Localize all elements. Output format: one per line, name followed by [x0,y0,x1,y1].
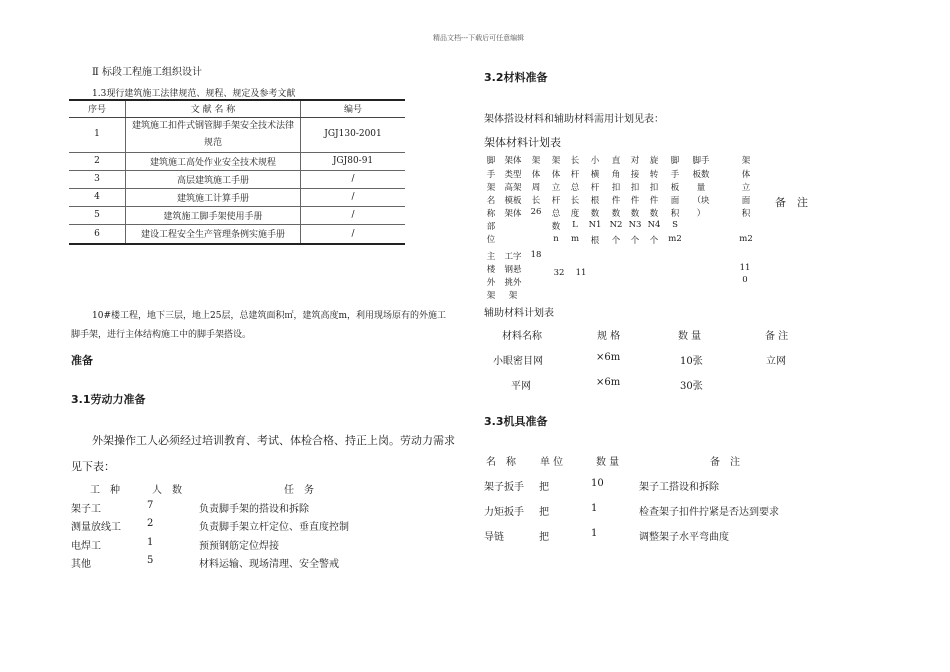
tools-header-qty: 数 量 [596,457,620,468]
grid-data-cell: 0 [742,275,748,285]
grid-data-cell: 挑外 [504,278,522,288]
grid-header-cell: 数 [649,209,659,219]
grid-header-cell: 模板 [504,196,522,206]
grid-header-cell: 体 [531,170,541,180]
grid-header-cell: 架体 [504,209,522,219]
grid-header-cell: 扣 [630,183,640,193]
grid-header-cell: 脚 [670,156,680,166]
labor-header-count: 人 数 [152,485,182,496]
tool-unit: 把 [539,482,549,493]
labor-task: 预预钢筋定位焊接 [199,541,279,552]
tool-note: 调整架子水平弯曲度 [639,532,729,543]
grid-header-cell: 面 [670,196,680,206]
aux-name: 平网 [511,381,531,392]
project-description-line1: 10#楼工程，地下三层，地上25层，总建筑面积㎡，建筑高度m，利用现场原有的外施工 [92,311,446,321]
cell-no: 3 [69,170,126,188]
grid-header-cell: N2 [609,220,623,230]
grid-header-cell: 称 [486,209,496,219]
grid-header-cell: 直 [611,156,621,166]
tool-name: 架子扳手 [484,482,524,493]
tool-note: 架子工搭设和拆除 [639,482,719,493]
section-title: Ⅱ 标段工程施工组织设计 [92,67,202,78]
grid-header-cell: 对 [630,156,640,166]
aux-qty: 10张 [680,356,703,367]
materials-intro: 架体搭设材料和辅助材料需用计划见表： [484,114,664,125]
frame-remark-label: 备 注 [775,196,808,209]
grid-unit-cell: n [553,234,559,244]
cell-no: 6 [69,224,126,244]
grid-header-cell: 架体 [504,156,522,166]
labor-heading: 3.1劳动力准备 [71,393,146,406]
labor-type: 其他 [71,559,91,570]
grid-header-cell: 积 [670,209,680,219]
references-subtitle: 1.3现行建筑施工法律规范、规程、规定及参考文献 [92,89,296,99]
labor-count: 5 [147,555,154,566]
grid-header-cell: 脚 [486,156,496,166]
grid-header-cell: 杆 [551,196,561,206]
cell-name: 建筑施工脚手架使用手册 [126,206,301,224]
grid-header-cell: 度 [570,209,580,219]
col-header-code: 编号 [301,100,406,117]
grid-header-cell: 件 [630,196,640,206]
grid-header-cell: 量 [696,183,706,193]
grid-data-cell: 工字 [504,252,522,262]
cell-name: 建筑施工高处作业安全技术规程 [126,152,301,170]
tools-header-unit: 单 位 [540,457,564,468]
grid-data-cell: 架 [508,291,518,301]
labor-paragraph-line1: 外架操作工人必须经过培训教育、考试、体检合格、持正上岗。劳动力需求 [92,434,455,447]
tools-heading: 3.3机具准备 [484,415,548,428]
grid-header-cell: 数 [630,209,640,219]
grid-header-cell: N1 [588,220,602,230]
grid-header-cell: 名 [486,196,496,206]
grid-header-cell: 架 [741,156,751,166]
grid-header-cell: 立 [551,183,561,193]
labor-count: 2 [147,518,154,529]
grid-unit-cell: 个 [649,236,659,246]
cell-code: JGJ80-91 [301,152,406,170]
grid-header-cell: 类型 [504,170,522,180]
grid-data-cell: 主 [486,252,496,262]
grid-data-cell: 钢悬 [504,265,522,275]
grid-header-cell: 杆 [590,183,600,193]
cell-name-line2: 规范 [203,137,222,148]
grid-header-cell: 板 [670,183,680,193]
grid-header-cell: 转 [649,170,659,180]
grid-header-cell: 脚手 [692,156,710,166]
grid-header-cell: 高架 [504,183,522,193]
grid-header-cell: 总 [570,183,580,193]
grid-data-cell: 外 [486,278,496,288]
aux-plan-title: 辅助材料计划表 [484,308,554,319]
cell-no: 1 [69,117,126,152]
tool-qty: 10 [591,478,604,489]
references-table [69,99,405,245]
grid-header-cell: 旋 [649,156,659,166]
cell-no: 5 [69,206,126,224]
grid-header-cell: N4 [647,220,661,230]
grid-data-cell: 32 [553,268,565,278]
tool-qty: 1 [591,528,598,539]
grid-header-cell: 杆 [570,170,580,180]
grid-header-cell: 架 [551,156,561,166]
aux-header-spec: 规 格 [597,331,621,342]
grid-header-cell: 根 [590,196,600,206]
grid-header-cell: 角 [611,170,621,180]
grid-header-cell: 手 [670,170,680,180]
tools-header-name: 名 称 [486,457,516,468]
grid-header-cell: 横 [590,170,600,180]
tool-name: 导链 [484,532,504,543]
grid-unit-cell: 个 [611,236,621,246]
materials-heading: 3.2材料准备 [484,71,548,84]
labor-type: 测量放线工 [71,522,121,533]
col-header-no: 序号 [69,100,126,117]
grid-header-cell: 数 [611,209,621,219]
grid-header-cell: 周 [531,183,541,193]
grid-header-cell: 长 [531,196,541,206]
grid-unit-cell: 个 [630,236,640,246]
grid-header-cell: 架 [486,183,496,193]
grid-unit-cell: m2 [668,234,682,244]
cell-code: / [301,224,406,244]
grid-header-cell: 数 [590,209,600,219]
tool-unit: 把 [539,507,549,518]
table-row [69,188,405,206]
aux-qty: 30张 [680,381,703,392]
tool-note: 检查架子扣件拧紧是否达到要求 [639,507,779,518]
cell-name-line1: 建筑施工扣件式钢管脚手架安全技术法律 [131,120,294,131]
cell-code: / [301,170,406,188]
labor-task: 负责脚手架立杆定位、垂直度控制 [199,522,349,533]
labor-type: 电焊工 [71,541,101,552]
grid-header-cell: 件 [649,196,659,206]
grid-header-cell: 体 [741,170,751,180]
labor-paragraph-line2: 见下表： [71,460,115,473]
table-row [69,117,405,152]
grid-header-cell: S [672,220,678,230]
labor-type: 架子工 [71,504,101,515]
grid-header-cell: 板数 [692,170,710,180]
grid-header-cell: 手 [486,170,496,180]
grid-header-cell: 总 [551,209,561,219]
grid-header-cell: 扣 [649,183,659,193]
grid-header-cell: 接 [630,170,640,180]
grid-header-cell: 长 [570,196,580,206]
cell-no: 4 [69,188,126,206]
aux-name: 小眼密目网 [493,356,543,367]
grid-header-cell: L [572,220,578,230]
tools-header-note: 备 注 [710,457,740,468]
grid-header-cell: 架 [531,156,541,166]
grid-header-cell: 扣 [611,183,621,193]
labor-count: 7 [147,500,154,511]
cell-name: 高层建筑施工手册 [126,170,301,188]
grid-unit-cell: m2 [739,234,753,244]
aux-header-name: 材料名称 [502,331,542,342]
table-row [69,224,405,244]
cell-code: / [301,188,406,206]
grid-header-cell: 面 [741,196,751,206]
cell-name [126,117,301,152]
grid-header-cell: 数 [551,222,561,232]
grid-unit-cell: 根 [590,236,600,246]
labor-header-type: 工 种 [90,485,120,496]
table-row [69,152,405,170]
project-description-line2: 脚手架，进行主体结构施工中的脚手架搭设。 [71,330,252,340]
grid-data-cell: 11 [575,268,587,278]
grid-header-cell: 积 [741,209,751,219]
aux-spec: ×6m [596,352,621,363]
grid-header-cell: 小 [590,156,600,166]
tool-qty: 1 [591,503,598,514]
grid-data-cell: 楼 [486,265,496,275]
cell-no: 2 [69,152,126,170]
references-header-row [69,100,405,117]
tool-name: 力矩扳手 [484,507,524,518]
cell-name: 建筑施工计算手册 [126,188,301,206]
labor-task: 材料运输、现场清理、安全警戒 [199,559,339,570]
grid-header-cell: 26 [530,207,542,217]
grid-data-cell: 11 [739,263,751,273]
grid-header-cell: ） [696,209,706,219]
grid-header-cell: 位 [486,235,496,245]
grid-header-cell: 件 [611,196,621,206]
aux-header-note: 备 注 [765,331,789,342]
labor-count: 1 [147,537,154,548]
grid-unit-cell: m [570,234,580,244]
grid-header-cell: 立 [741,183,751,193]
labor-task: 负责脚手架的搭设和拆除 [199,504,309,515]
page-header: 精品文档---下载后可任意编辑 [433,34,525,42]
frame-plan-title: 架体材料计划表 [484,136,561,149]
grid-data-cell: 18 [530,250,542,260]
grid-data-cell: 架 [486,291,496,301]
table-row [69,170,405,188]
cell-code: / [301,206,406,224]
grid-header-cell: 体 [551,170,561,180]
aux-note: 立网 [766,356,786,367]
tool-unit: 把 [539,532,549,543]
grid-header-cell: N3 [628,220,642,230]
grid-header-cell: （块 [692,196,710,206]
grid-header-cell: 长 [570,156,580,166]
prep-heading: 准备 [71,354,93,367]
aux-spec: ×6m [596,377,621,388]
cell-name: 建设工程安全生产管理条例实施手册 [126,224,301,244]
cell-code: JGJ130-2001 [301,117,406,152]
aux-header-qty: 数 量 [678,331,702,342]
grid-header-cell: 部 [486,222,496,232]
col-header-name: 文 献 名 称 [126,100,301,117]
labor-header-task: 任 务 [284,485,314,496]
table-row [69,206,405,224]
